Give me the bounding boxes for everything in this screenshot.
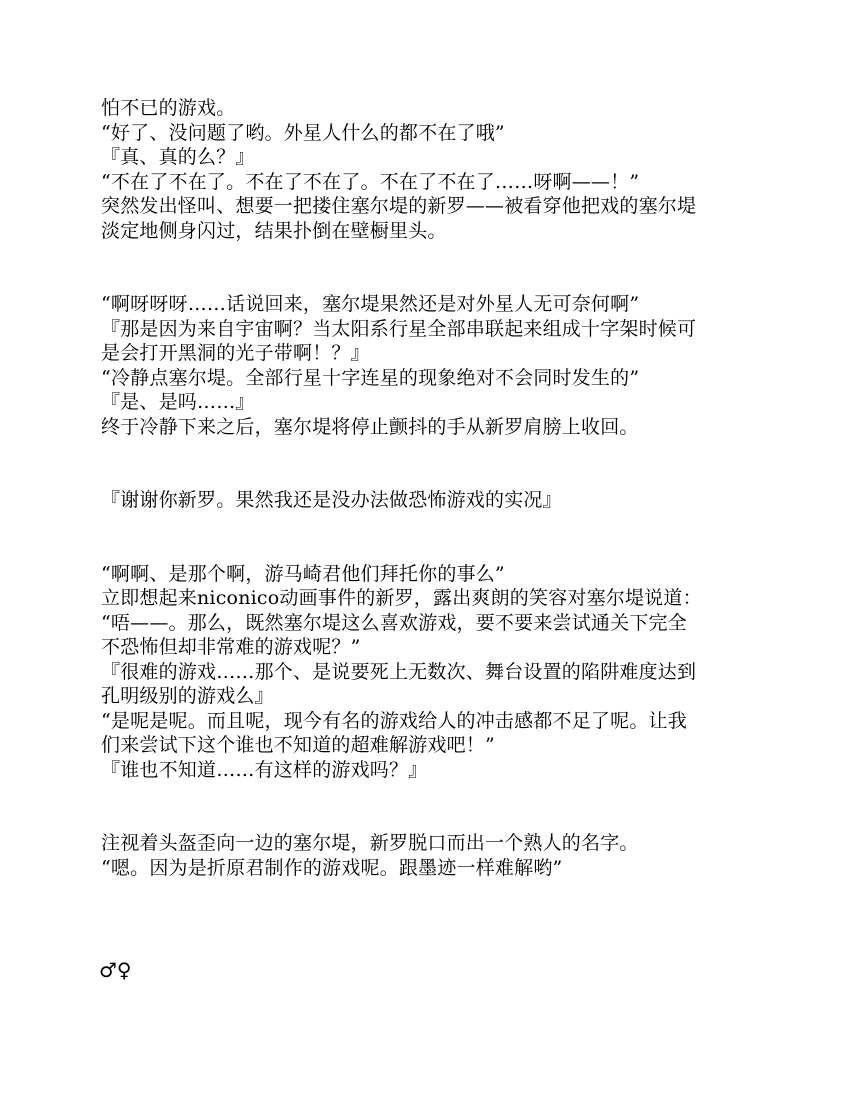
- text-line: 立即想起来niconico动画事件的新罗，露出爽朗的笑容对塞尔堤说道：: [101, 587, 702, 609]
- text-line: “啊呀呀呀……话说回来，塞尔堤果然还是对外星人无可奈何啊”: [101, 293, 640, 315]
- text-line: 们来尝试下这个谁也不知道的超难解游戏吧！”: [101, 734, 495, 756]
- text-line: 『那是因为来自宇宙啊？当太阳系行星全部串联起来组成十字架时候可: [101, 317, 697, 340]
- text-line: “是呢是呢。而且呢，现今有名的游戏给人的冲击感都不足了呢。让我: [101, 709, 687, 732]
- document-body: [101, 96, 761, 880]
- text-line: “嗯。因为是折原君制作的游戏呢。跟墨迹一样难解哟”: [101, 856, 563, 879]
- text-line: 淡定地侧身闪过，结果扑倒在壁橱里头。: [101, 219, 447, 242]
- text-line: 『谢谢你新罗。果然我还是没办法做恐怖游戏的实况』: [101, 489, 562, 511]
- text-line: 『谁也不知道……有这样的游戏吗？』: [101, 758, 428, 781]
- text-line: “啊啊、是那个啊，游马崎君他们拜托你的事么”: [101, 562, 505, 585]
- text-line: “冷静点塞尔堤。全部行星十字连星的现象绝对不会同时发生的”: [101, 366, 640, 389]
- text-line: “唔——。那么，既然塞尔堤这么喜欢游戏，要不要来尝试通关下完全: [101, 611, 687, 634]
- text-line: 怕不已的游戏。: [101, 97, 236, 119]
- text-line: 注视着头盔歪向一边的塞尔堤，新罗脱口而出一个熟人的名字。: [101, 832, 639, 854]
- text-line: 突然发出怪叫、想要一把搂住塞尔堤的新罗——被看穿他把戏的塞尔堤: [101, 195, 697, 217]
- paragraph-gap: [101, 513, 761, 562]
- paragraph-gap: [101, 243, 761, 292]
- text-line: 终于冷静下来之后，塞尔堤将停止颤抖的手从新罗肩膀上收回。: [101, 415, 639, 438]
- text-line: 孔明级别的游戏么』: [101, 685, 274, 707]
- text-line: 『很难的游戏……那个、是说要死上无数次、舞台设置的陷阱难度达到: [101, 660, 697, 683]
- male-female-symbol: ♂♀: [99, 958, 132, 982]
- text-line: 是会打开黑洞的光子带啊！？』: [101, 342, 370, 364]
- text-line: 『是、是吗……』: [101, 391, 255, 413]
- text-line: “不在了不在了。不在了不在了。不在了不在了……呀啊——！”: [101, 170, 640, 193]
- paragraph-gap: [101, 782, 761, 831]
- text-line: 不恐怖但却非常难的游戏呢？”: [101, 636, 361, 658]
- paragraph-gap: [101, 439, 761, 488]
- text-line: 『真、真的么？』: [101, 146, 255, 168]
- text-line: “好了、没问题了哟。外星人什么的都不在了哦”: [101, 121, 505, 144]
